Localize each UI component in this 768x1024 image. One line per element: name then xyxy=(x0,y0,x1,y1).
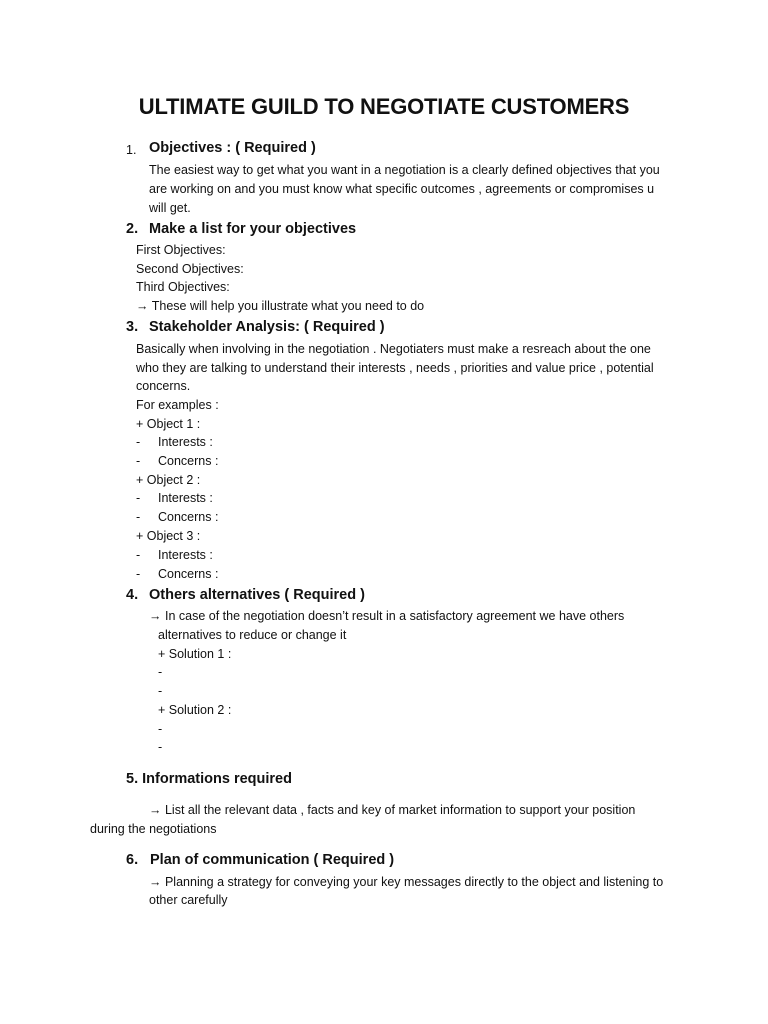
section-6-text-line: → Planning a strategy for conveying your key messages directly to the object and listening to xyxy=(149,875,664,889)
section-4-text-line: alternatives to reduce or change it xyxy=(158,628,347,642)
section-2-note: → These will help you illustrate what you need to do xyxy=(136,299,425,313)
section-4-number: 4. xyxy=(126,587,139,603)
section-2-heading: Make a list for your objectives xyxy=(149,221,357,237)
section-2-number: 2. xyxy=(126,221,139,237)
list-dash: - xyxy=(136,435,141,449)
object-concerns: Concerns : xyxy=(158,567,219,581)
object-concerns: Concerns : xyxy=(158,454,219,468)
object-label: + Object 3 : xyxy=(136,529,201,543)
object-label: + Object 2 : xyxy=(136,473,201,487)
list-dash: - xyxy=(136,491,141,505)
section-3-text-line: Basically when involving in the negotiation . Negotiaters must make a resreach about the one xyxy=(136,342,651,356)
section-3-number: 3. xyxy=(126,319,139,335)
list-dash: - xyxy=(136,567,141,581)
section-3-text-line: who they are talking to understand their interests , needs , priorities and value price , potential xyxy=(136,361,654,375)
list-dash: - xyxy=(136,454,141,468)
objective-line: Third Objectives: xyxy=(136,280,230,294)
objective-line: Second Objectives: xyxy=(136,262,244,276)
solution-label: + Solution 1 : xyxy=(158,647,232,661)
list-dash: - xyxy=(136,548,141,562)
section-5-text-line: during the negotiations xyxy=(90,822,217,836)
section-1-text-line: will get. xyxy=(149,201,191,215)
list-dash: - xyxy=(158,665,163,679)
section-5-heading: 5. Informations required xyxy=(126,771,292,787)
section-6-heading: Plan of communication ( Required ) xyxy=(150,852,395,868)
solution-label: + Solution 2 : xyxy=(158,703,232,717)
list-dash: - xyxy=(158,722,163,736)
object-interests: Interests : xyxy=(158,435,213,449)
object-concerns: Concerns : xyxy=(158,510,219,524)
section-3-text-line: concerns. xyxy=(136,379,191,393)
examples-label: For examples : xyxy=(136,398,219,412)
object-interests: Interests : xyxy=(158,491,213,505)
section-1-text-line: The easiest way to get what you want in a negotiation is a clearly defined objectives that you xyxy=(149,163,660,177)
section-6-text-line: other carefully xyxy=(149,893,228,907)
object-label: + Object 1 : xyxy=(136,417,201,431)
list-dash: - xyxy=(158,684,163,698)
section-1-heading: Objectives : ( Required ) xyxy=(149,140,316,156)
objective-line: First Objectives: xyxy=(136,243,226,257)
list-dash: - xyxy=(136,510,141,524)
section-1-text-line: are working on and you must know what specific outcomes , agreements or compromises u xyxy=(149,182,655,196)
section-6-number: 6. xyxy=(126,852,139,868)
section-5-text-line: → List all the relevant data , facts and key of market information to support your position xyxy=(149,803,636,817)
section-4-heading: Others alternatives ( Required ) xyxy=(149,587,365,603)
section-1-number: 1. xyxy=(126,143,137,157)
object-interests: Interests : xyxy=(158,548,213,562)
page-title: ULTIMATE GUILD TO NEGOTIATE CUSTOMERS xyxy=(138,94,630,119)
list-dash: - xyxy=(158,740,163,754)
section-3-heading: Stakeholder Analysis: ( Required ) xyxy=(149,319,385,335)
section-4-text-line: → In case of the negotiation doesn’t result in a satisfactory agreement we have others xyxy=(149,609,625,623)
